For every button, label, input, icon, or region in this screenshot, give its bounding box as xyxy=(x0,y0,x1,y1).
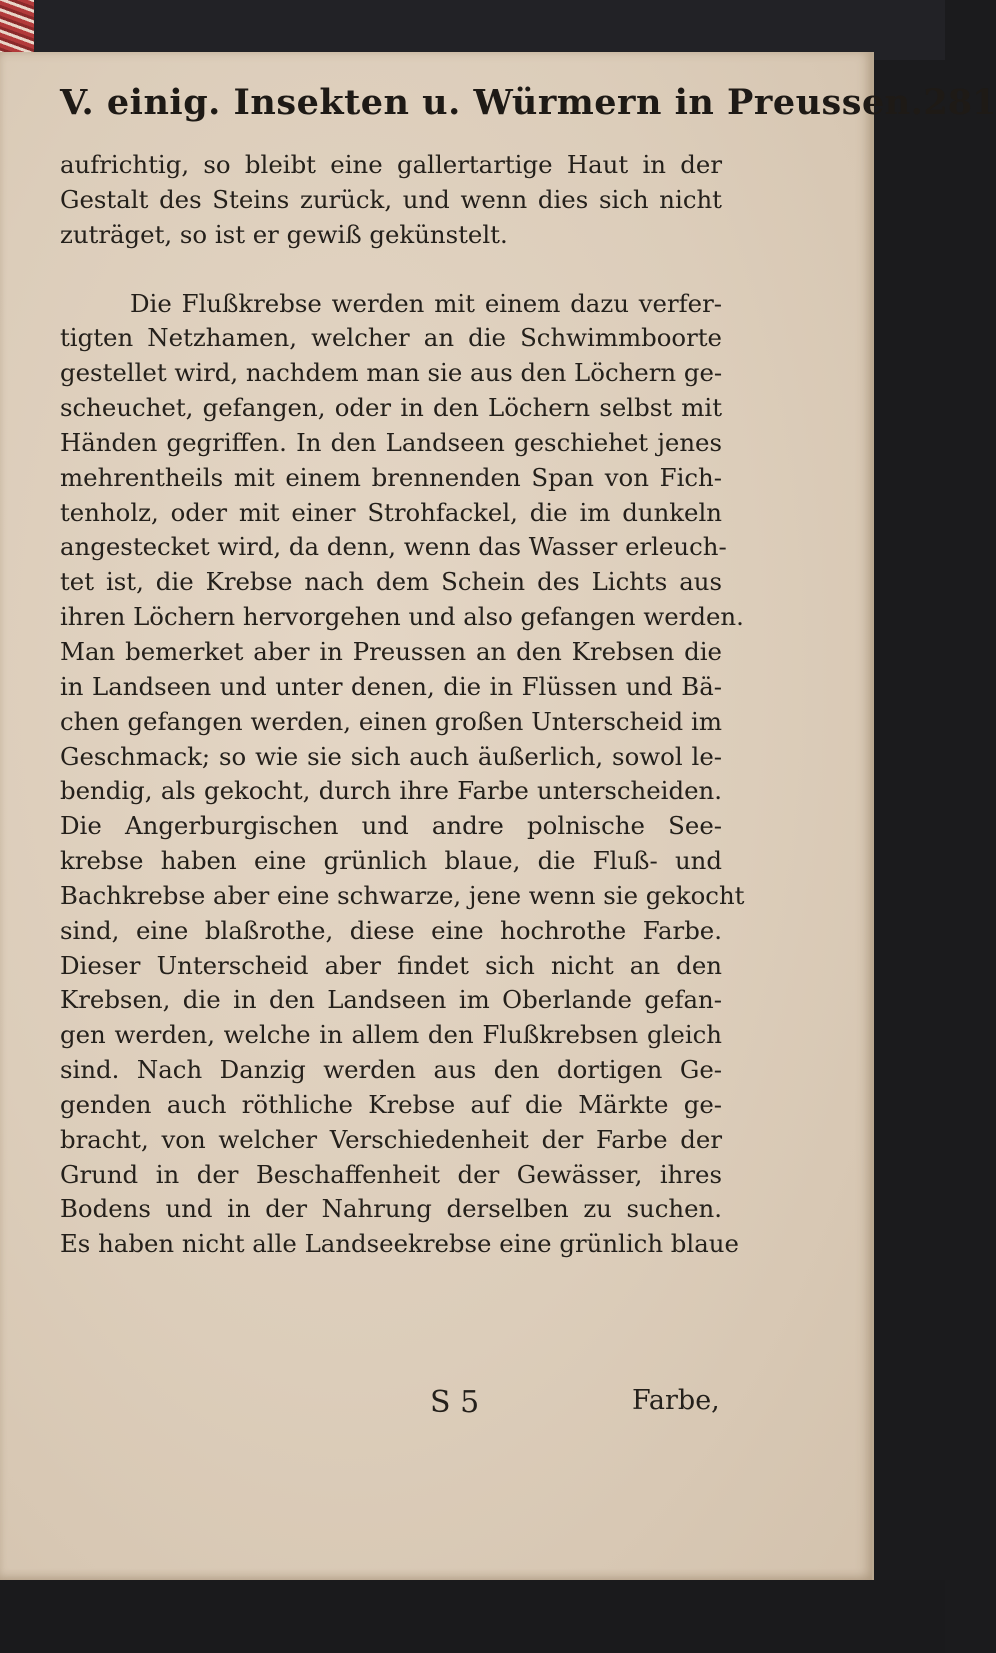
text-line: Man bemerket aber in Preussen an den Krebsen die xyxy=(60,636,722,666)
text-line: Bodens und in der Nahrung derselben zu suchen. xyxy=(60,1194,722,1224)
paragraph-gap xyxy=(60,253,722,287)
text-line: gestellet wird, nachdem man sie aus den Löchern ge- xyxy=(60,358,723,388)
text-line: ihren Löchern hervorgehen und also gefangen werden. xyxy=(60,602,744,632)
text-line: bracht, von welcher Verschiedenheit der Farbe der xyxy=(60,1124,722,1154)
book-background-bottom xyxy=(0,1580,945,1653)
catchword: Farbe, xyxy=(632,1385,720,1416)
signature-mark: S 5 xyxy=(430,1385,480,1420)
page-number: 281 xyxy=(923,82,996,123)
text-line: mehrentheils mit einem brennenden Span von Fich- xyxy=(60,462,722,492)
text-line: Die Flußkrebse werden mit einem dazu verfer- xyxy=(130,288,722,318)
text-line: Geschmack; so wie sie sich auch äußerlich, sowol le- xyxy=(60,741,722,771)
text-line: Händen gegriffen. In den Landseen geschiehet jenes xyxy=(60,427,722,457)
text-line: tenholz, oder mit einer Strohfackel, die im dunkeln xyxy=(60,497,722,527)
text-line: Es haben nicht alle Landseekrebse eine grünlich blaue xyxy=(60,1229,739,1259)
text-line: chen gefangen werden, einen großen Unterscheid im xyxy=(60,706,722,736)
text-line: zuträget, so ist er gewiß gekünstelt. xyxy=(60,219,508,249)
bookmark-ribbon xyxy=(0,0,34,58)
text-line: genden auch röthliche Krebse auf die Märkte ge- xyxy=(60,1089,722,1119)
text-line: Gestalt des Steins zurück, und wenn dies sich nicht xyxy=(60,184,722,214)
text-line: sind. Nach Danzig werden aus den dortigen Ge- xyxy=(60,1055,722,1085)
header-title: V. einig. Insekten u. Würmern in Preussen. xyxy=(60,82,924,123)
text-line: tigten Netzhamen, welcher an die Schwimmboorte xyxy=(60,323,722,353)
book-background-top xyxy=(0,0,945,60)
text-line: Die Angerburgischen und andre polnische See- xyxy=(60,811,722,841)
text-line: Dieser Unterscheid aber findet sich nicht an den xyxy=(60,950,722,980)
text-line: Krebsen, die in den Landseen im Oberlande gefan- xyxy=(60,985,722,1015)
text-line: aufrichtig, so bleibt eine gallertartige Haut in der xyxy=(60,150,722,179)
text-line: gen werden, welche in allem den Flußkrebsen gleich xyxy=(60,1020,722,1050)
text-line: krebse haben eine grünlich blaue, die Fluß- und xyxy=(60,846,722,876)
text-line: scheuchet, gefangen, oder in den Löchern selbst mit xyxy=(60,393,722,423)
text-line: angestecket wird, da denn, wenn das Wasser erleuch- xyxy=(60,532,727,562)
running-header xyxy=(60,82,996,146)
body-text xyxy=(60,148,745,1262)
text-line: Bachkrebse aber eine schwarze, jene wenn sie gekocht xyxy=(60,880,745,910)
text-line: in Landseen und unter denen, die in Flüssen und Bä- xyxy=(60,671,722,701)
text-line: sind, eine blaßrothe, diese eine hochrothe Farbe. xyxy=(60,915,722,945)
text-line: Grund in der Beschaffenheit der Gewässer, ihres xyxy=(60,1159,722,1189)
text-line: bendig, als gekocht, durch ihre Farbe unterscheiden. xyxy=(60,776,722,806)
text-line: tet ist, die Krebse nach dem Schein des Lichts aus xyxy=(60,567,722,597)
